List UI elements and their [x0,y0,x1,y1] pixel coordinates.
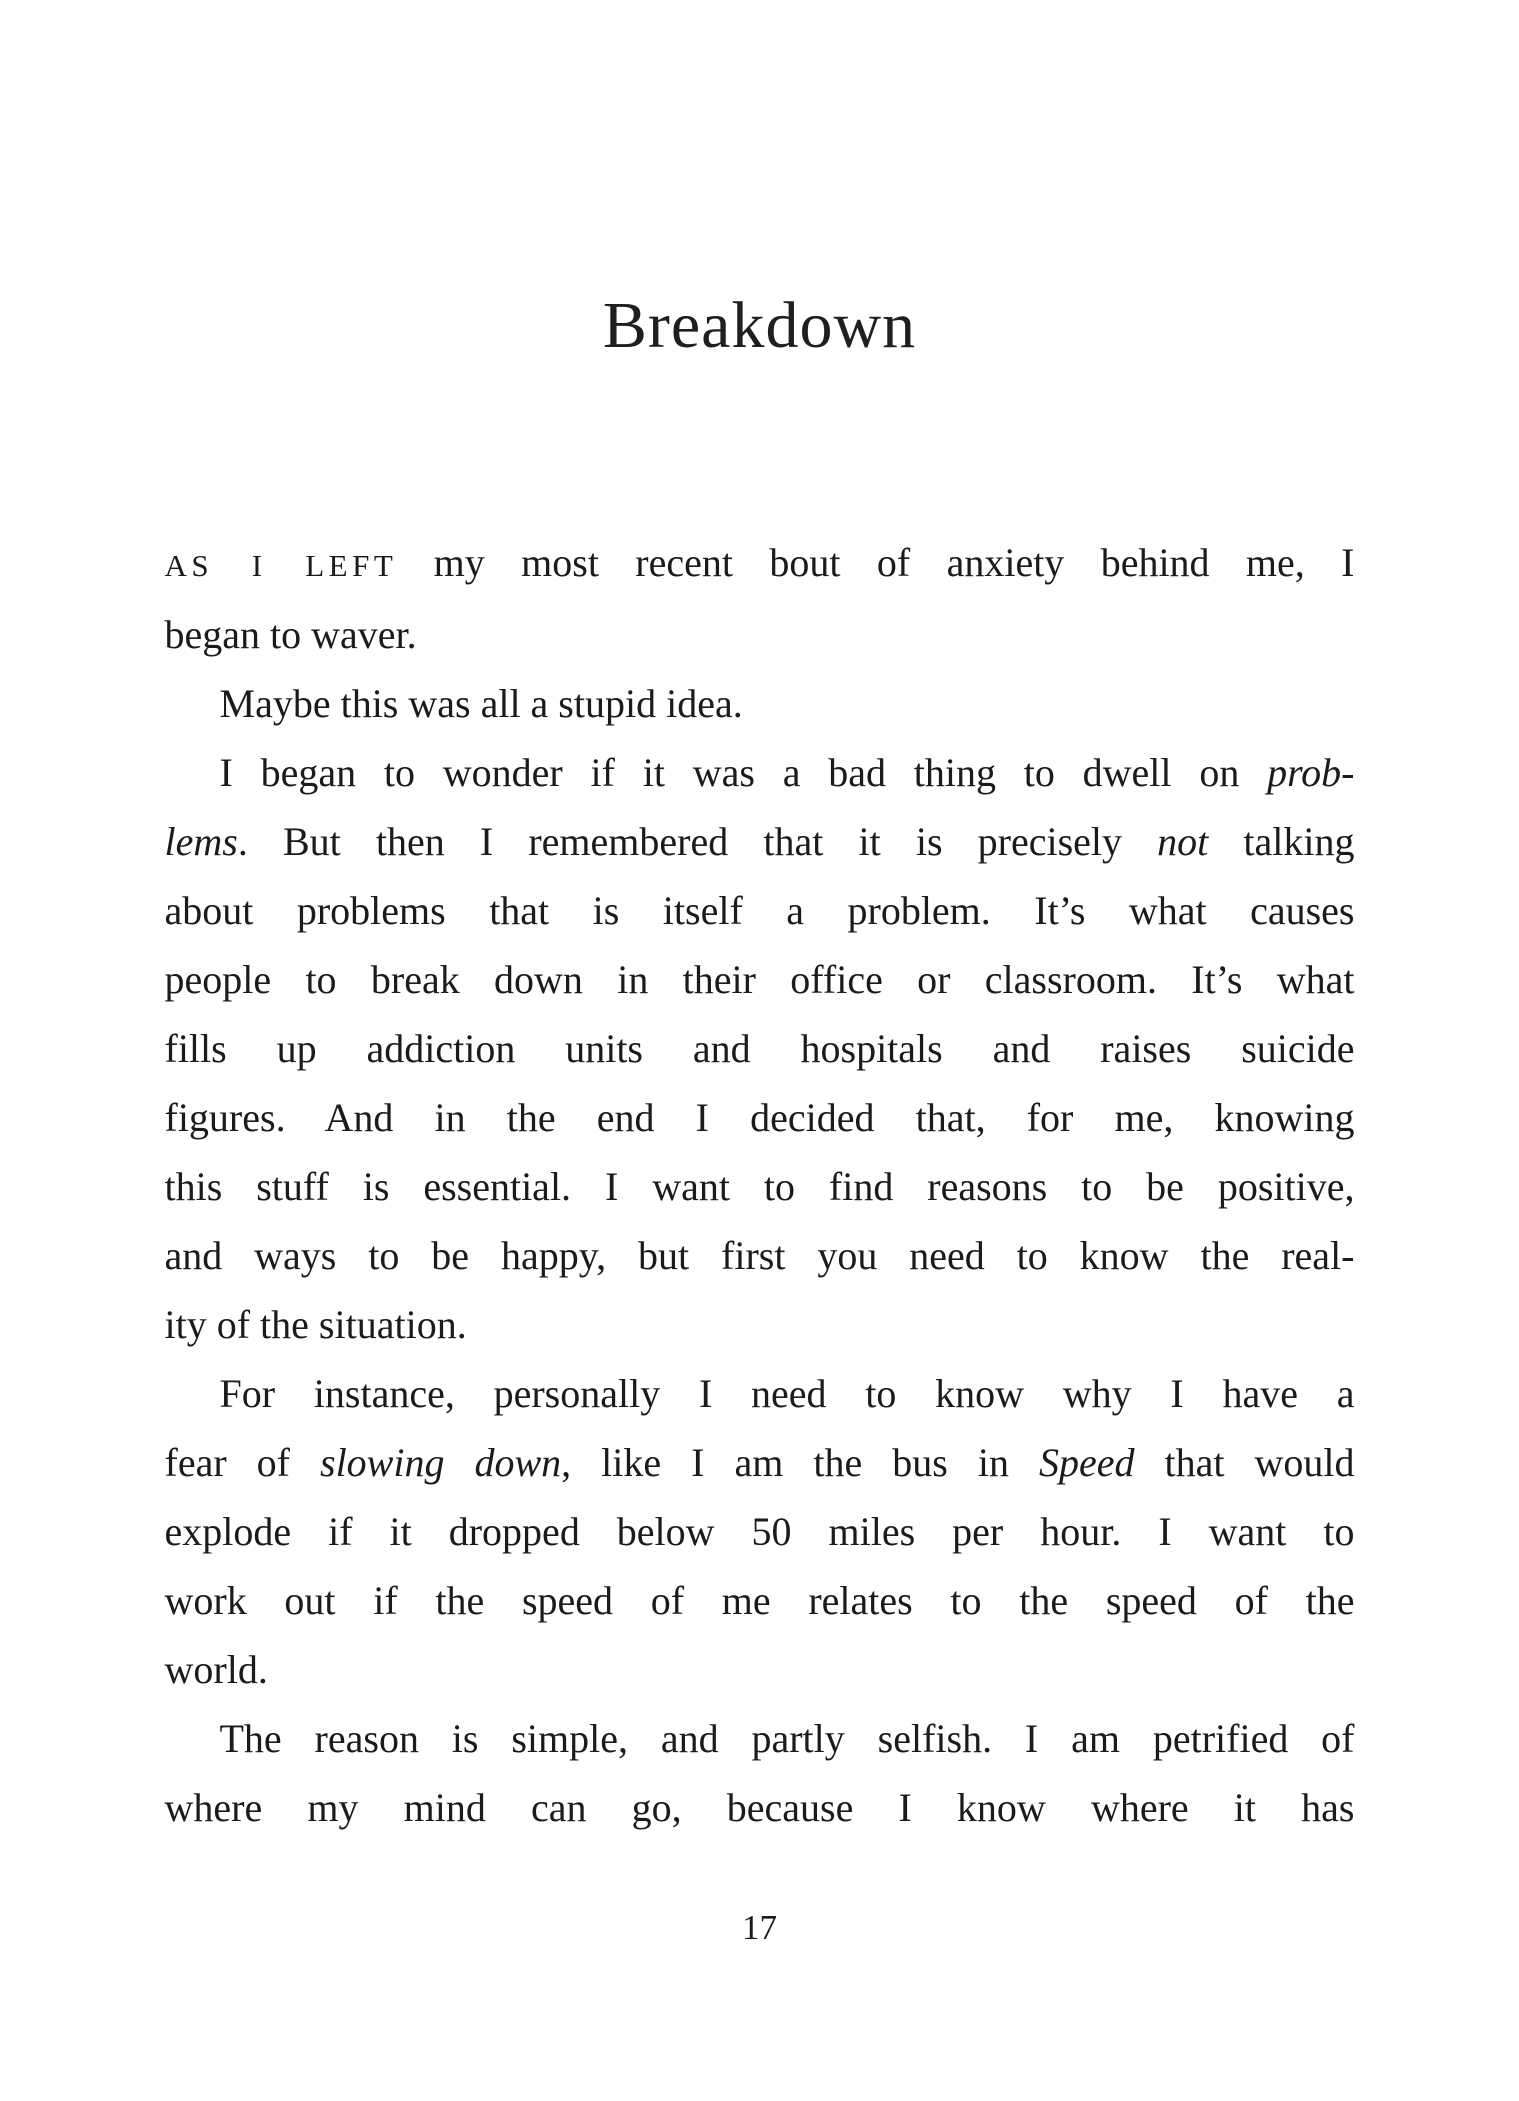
paragraph [165,669,1355,738]
paragraph [165,738,1355,1359]
text-segment: fills up addiction units and hospitals and raises suicide [164,1026,1355,1071]
text-line [165,1773,1355,1842]
text-segment: where my mind can go, because I know where it has [164,1785,1355,1830]
text-segment: that would [1134,1440,1355,1485]
text-segment: fear of [164,1440,320,1485]
text-line [165,1497,1355,1566]
text-line [165,1290,1355,1359]
text-segment: talking [1208,819,1355,864]
text-segment: For instance, personally I need to know why I have a [219,1371,1355,1416]
italic-text: Speed [1038,1440,1135,1485]
text-segment: work out if the speed of me relates to the speed of the [164,1578,1355,1623]
chapter-title: Breakdown [602,289,917,362]
text-segment: figures. And in the end I decided that, for me, knowing [164,1095,1355,1140]
italic-text: slowing down [320,1440,562,1485]
text-segment: . But then I remembered that it is precisely [237,819,1158,864]
text-segment: people to break down in their office or classroom. It’s what [164,957,1355,1002]
text-line [165,1014,1355,1083]
text-line [165,600,1355,669]
small-caps-text: AS I LEFT [164,548,398,583]
body-text [165,528,1355,1842]
italic-text: prob- [1267,750,1355,795]
text-segment: Maybe this was all a stupid idea. [219,681,743,726]
text-segment: my most recent bout of anxiety behind me, I [397,540,1355,585]
text-line [165,1221,1355,1290]
text-line [165,528,1355,600]
paragraph [165,528,1355,669]
text-line [165,1566,1355,1635]
text-segment: and ways to be happy, but first you need to know the real- [164,1233,1355,1278]
text-line [165,1152,1355,1221]
text-line [165,876,1355,945]
paragraph [165,1704,1355,1842]
text-segment: world. [164,1647,268,1692]
italic-text: lems [164,819,238,864]
text-line [165,1704,1355,1773]
text-segment: I began to wonder if it was a bad thing to dwell on [219,750,1268,795]
text-segment: this stuff is essential. I want to find reasons to be positive, [164,1164,1355,1209]
text-line [165,807,1355,876]
text-line [165,1359,1355,1428]
text-line [165,1083,1355,1152]
text-line [165,738,1355,807]
page-number: 17 [742,1908,777,1947]
text-segment: began to waver. [164,612,417,657]
text-segment: about problems that is itself a problem. It’s what causes [164,888,1355,933]
text-segment: ity of the situation. [164,1302,467,1347]
text-segment: The reason is simple, and partly selfish. I am petrified of [219,1716,1355,1761]
paragraph [165,1359,1355,1704]
text-line [165,1635,1355,1704]
text-line [165,945,1355,1014]
text-line [165,1428,1355,1497]
italic-text: not [1157,819,1209,864]
text-segment: , like I am the bus in [561,1440,1039,1485]
text-line [165,669,1355,738]
text-segment: explode if it dropped below 50 miles per hour. I want to [164,1509,1355,1554]
